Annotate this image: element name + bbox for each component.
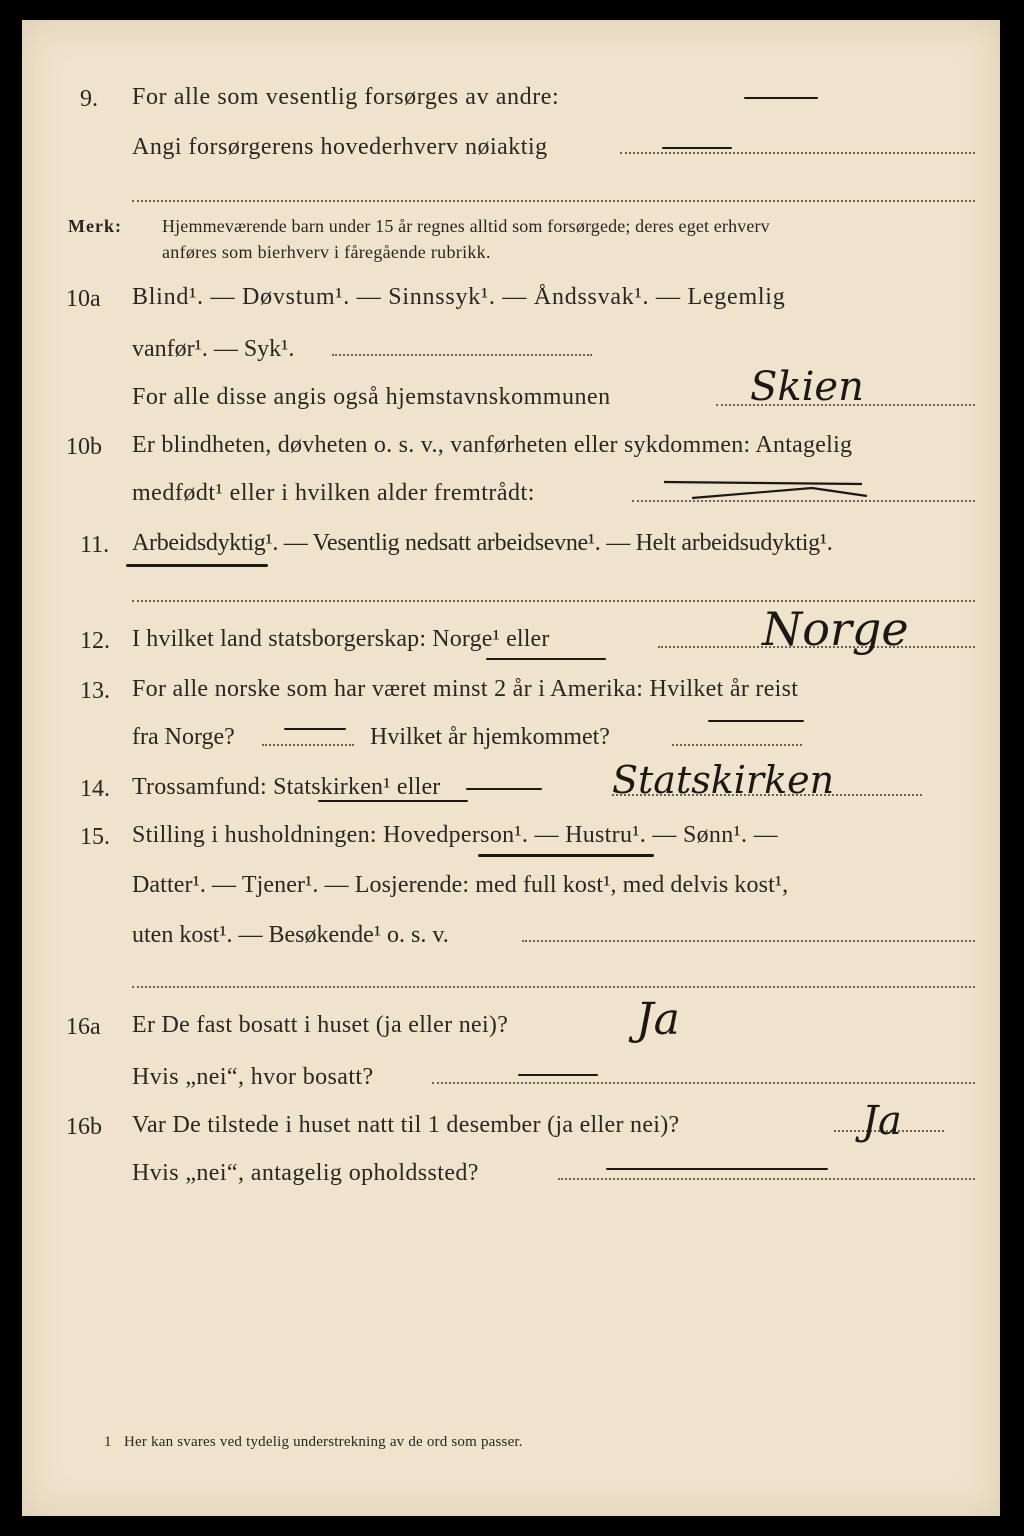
answer-dotted-line xyxy=(522,940,975,942)
answer-dotted-line xyxy=(262,744,354,746)
answer-dotted-line xyxy=(620,152,975,154)
question-15-text-line2: Datter¹. — Tjener¹. — Losjerende: med full kost¹, med delvis kost¹, xyxy=(132,872,789,898)
handwritten-answer-ja-16a: Ja xyxy=(636,994,680,1045)
answer-dotted-line xyxy=(332,354,592,356)
question-9-number: 9. xyxy=(80,86,98,112)
underline-mark xyxy=(126,564,268,567)
answer-strikes xyxy=(662,476,872,506)
question-16b-number: 16b xyxy=(66,1114,102,1140)
question-12-number: 12. xyxy=(80,628,110,654)
footnote-mark: 1 xyxy=(104,1434,112,1450)
strikethrough-mark xyxy=(466,788,542,790)
question-13-text-line2b: Hvilket år hjemkommet? xyxy=(370,724,610,750)
question-10b-text: Er blindheten, døvheten o. s. v., vanførheten eller sykdommen: Antagelig xyxy=(132,432,853,458)
answer-dash xyxy=(606,1168,828,1170)
question-10b-text-line2: medfødt¹ eller i hvilken alder fremtrådt: xyxy=(132,480,535,506)
question-11-text: Arbeidsdyktig¹. — Vesentlig nedsatt arbeidsevne¹. — Helt arbeidsudyktig¹. xyxy=(132,530,833,556)
handwritten-answer-ja-16b: Ja xyxy=(862,1098,902,1144)
answer-dash xyxy=(708,720,804,722)
question-10a-text-line3: For alle disse angis også hjemstavnskommunen xyxy=(132,384,611,410)
question-14-text: Trossamfund: Statskirken¹ eller xyxy=(132,774,441,800)
underline-mark xyxy=(478,854,654,857)
footnote-text: Her kan svares ved tydelig understrekning av de ord som passer. xyxy=(124,1434,523,1450)
question-10b-number: 10b xyxy=(66,434,102,460)
question-9-text: For alle som vesentlig forsørges av andre: xyxy=(132,84,560,110)
answer-dotted-line xyxy=(432,1082,975,1084)
question-15-text-line3: uten kost¹. — Besøkende¹ o. s. v. xyxy=(132,922,449,948)
question-10a-text-line2: vanfør¹. — Syk¹. xyxy=(132,336,295,362)
question-13-number: 13. xyxy=(80,678,110,704)
question-10a-number: 10a xyxy=(66,286,101,312)
question-15-text: Stilling i husholdningen: Hovedperson¹. — Hustru¹. — Sønn¹. — xyxy=(132,822,778,848)
answer-dotted-line xyxy=(672,744,802,746)
census-form-page xyxy=(22,20,1000,1516)
answer-dotted-line xyxy=(132,200,975,202)
answer-dash xyxy=(744,97,818,99)
question-16a-number: 16a xyxy=(66,1014,101,1040)
question-13-text: For alle norske som har været minst 2 år i Amerika: Hvilket år reist xyxy=(132,676,799,702)
question-9-text-line2: Angi forsørgerens hovederhverv nøiaktig xyxy=(132,134,548,160)
underline-mark xyxy=(318,800,468,802)
handwritten-answer-norge: Norge xyxy=(762,602,909,656)
question-12-text: I hvilket land statsborgerskap: Norge¹ eller xyxy=(132,626,550,652)
note-text: Hjemmeværende barn under 15 år regnes alltid som forsørgede; deres eget erhverv xyxy=(162,216,770,236)
question-14-number: 14. xyxy=(80,776,110,802)
underline-mark xyxy=(486,658,606,660)
question-11-number: 11. xyxy=(80,532,110,558)
answer-dash xyxy=(662,147,732,149)
question-16b-text-line2: Hvis „nei“, antagelig opholdssted? xyxy=(132,1160,479,1186)
question-16b-text: Var De tilstede i huset natt til 1 desember (ja eller nei)? xyxy=(132,1112,680,1138)
handwritten-answer-statskirken: Statskirken xyxy=(612,758,835,802)
handwritten-answer-skien: Skien xyxy=(750,364,864,410)
question-10a-text: Blind¹. — Døvstum¹. — Sinnssyk¹. — Åndssvak¹. — Legemlig xyxy=(132,284,786,310)
question-16a-text: Er De fast bosatt i huset (ja eller nei)? xyxy=(132,1012,509,1038)
answer-dotted-line xyxy=(132,986,975,988)
answer-dash xyxy=(284,728,346,730)
note-text-line2: anføres som bierhverv i fåregående rubrikk. xyxy=(162,242,491,262)
question-16a-text-line2: Hvis „nei“, hvor bosatt? xyxy=(132,1064,374,1090)
answer-dotted-line xyxy=(558,1178,975,1180)
question-13-text-line2a: fra Norge? xyxy=(132,724,235,750)
note-label: Merk: xyxy=(68,216,122,236)
answer-dash xyxy=(518,1074,598,1076)
question-15-number: 15. xyxy=(80,824,110,850)
